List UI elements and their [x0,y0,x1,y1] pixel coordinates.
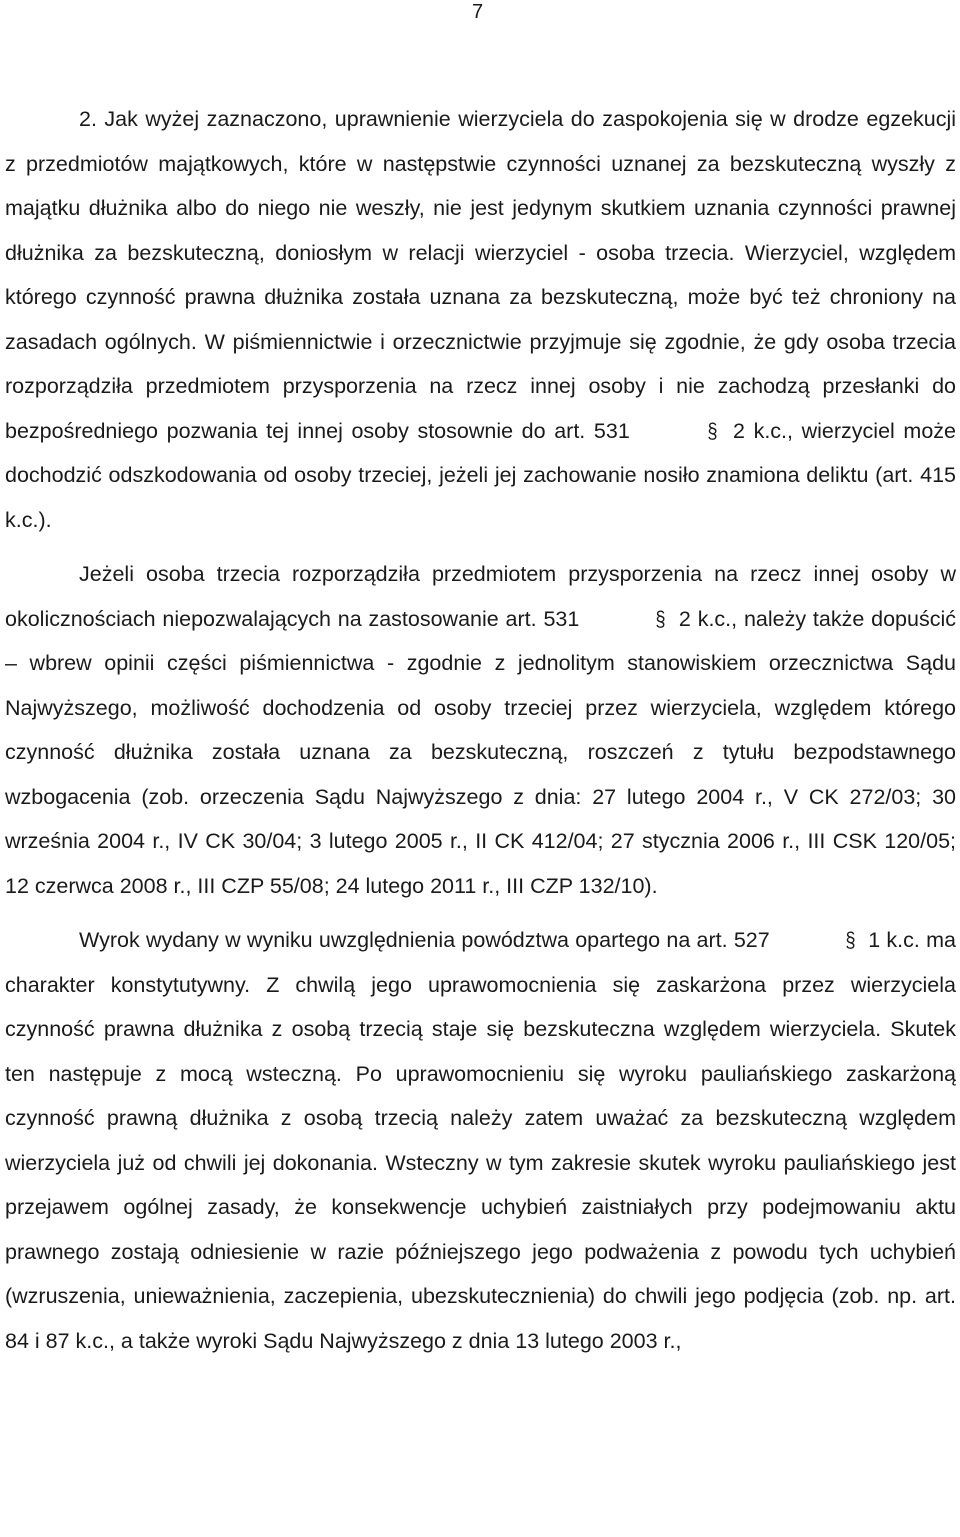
paragraph-1-text-a: 2. Jak wyżej zaznaczono, uprawnienie wierzyciela do zaspokojenia się w drodze egzekucji z przedmiotów majątkowych, które w następstwie czynności uznanej za bezskuteczną wyszły z majątku dłużnika albo do niego nie weszły, nie jest jedynym skutkiem uznania czynności prawnej dłużnika za bezskuteczną, doniosłym w relacji wierzyciel - osoba trzecia. Wierzyciel, względem którego czynność prawna dłużnika została uznana za bezskuteczną, może być też chroniony na zasadach ogólnych. W piśmiennictwie i orzecznictwie przyjmuje się zgodnie, że gdy osoba trzecia rozporządziła przedmiotem przysporzenia na rzecz innej osoby i nie zachodzą przesłanki do bezpośredniego pozwania tej innej osoby stosownie do art. 531 [5,107,956,443]
page-number: 7 [472,1,484,23]
paragraph-2-text-b: 2 k.c., należy także dopuścić – wbrew opinii części piśmiennictwa - zgodnie z jednolitym stanowiskiem orzecznictwa Sądu Najwyższego, możliwość dochodzenia od osoby trzeciej przez wierzyciela, względem którego czynność dłużnika została uznana za bezskuteczną, roszczeń z tytułu bezpodstawnego wzbogacenia (zob. orzeczenia Sądu Najwyższego z dnia: 27 lutego 2004 r., V CK 272/03; 30 września 2004 r., IV CK 30/04; 3 lutego 2005 r., II CK 412/04; 27 stycznia 2006 r., III CSK 120/05; 12 czerwca 2008 r., III CZP 55/08; 24 lutego 2011 r., III CZP 132/10). [5,606,956,898]
paragraph-2-text-a: Jeżeli osoba trzecia rozporządziła przedmiotem przysporzenia na rzecz innej osoby w okolicznościach niepozwalających na zastosowanie art. 531 [5,562,956,631]
paragraph-1-text-b: 2 k.c., wierzyciel może dochodzić odszkodowania od osoby trzeciej, jeżeli jej zachowanie nosiło znamiona deliktu (art. 415 k.c.). [5,418,956,532]
document-body [5,97,956,1363]
section-sign: § [845,928,856,952]
paragraph-2 [5,552,956,908]
section-sign: § [655,606,666,631]
paragraph-3 [5,918,956,1363]
paragraph-1 [5,97,956,542]
section-sign: § [707,418,718,443]
paragraph-3-text-a: Wyrok wydany w wyniku uwzględnienia powództwa opartego na art. 527 [79,928,776,952]
paragraph-3-text-b: 1 k.c. ma charakter konstytutywny. Z chwilą jego uprawomocnienia się zaskarżona przez wierzyciela czynność prawna dłużnika z osobą trzecią staje się bezskuteczna względem wierzyciela. Skutek ten następuje z mocą wsteczną. Po uprawomocnieniu się wyroku pauliańskiego zaskarżoną czynność prawną dłużnika z osobą trzecią należy zatem uważać za bezskuteczną względem wierzyciela już od chwili jej dokonania. Wsteczny w tym zakresie skutek wyroku pauliańskiego jest przejawem ogólnej zasady, że konsekwencje uchybień zaistniałych przy podejmowaniu aktu prawnego zostają odniesienie w razie późniejszego jego podważenia z powodu tych uchybień (wzruszenia, unieważnienia, zaczepienia, ubezskutecznienia) do chwili jego podjęcia (zob. np. art. 84 i 87 k.c., a także wyroki Sądu Najwyższego z dnia 13 lutego 2003 r., [5,928,956,1353]
